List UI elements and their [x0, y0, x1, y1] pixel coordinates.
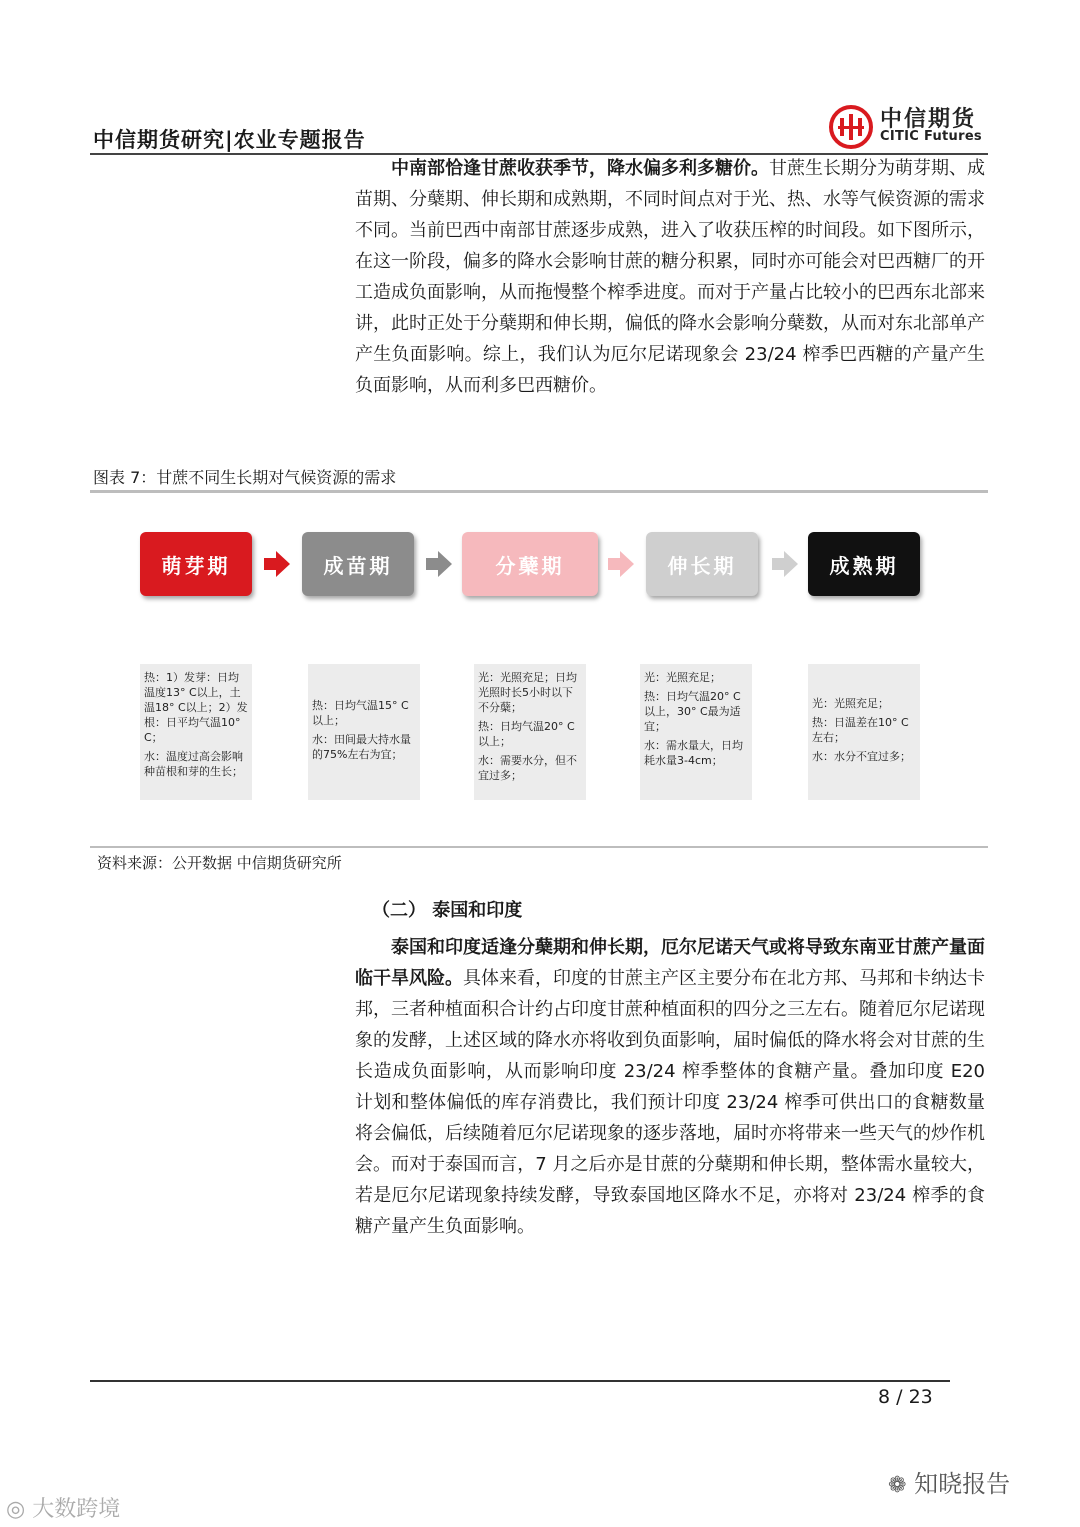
- paragraph-thailand-india-body: 具体来看，印度的甘蔗主产区主要分布在北方邦、马邦和卡纳达卡邦，三者种植面积合计约占印度甘蔗种植面积的四分之三左右。随着厄尔尼诺现象的发酵，上述区域的降水亦将收到负面影响，届时偏低的降水将会对甘蔗的生长造成负面影响，从而影响印度 23/24 榨季整体的食糖产量。叠加印度 E20 计划和整体偏低的库存消费比，我们预计印度 23/24 榨季可供出口的食糖数量将会偏低，后续随着厄尔尼诺现象的逐步落地，届时亦将带来一些天气的炒作机会。而对于泰国而言，7 月之后亦是甘蔗的分蘖期和伸长期，整体需水量较大，若是厄尔尼诺现象持续发酵，导致泰国地区降水不足，亦将对 23/24 榨季的食糖产量产生负面影响。: [355, 968, 985, 1237]
- requirement-line: 热：1）发芽：日均温度13° C以上，土温18° C以上；2）发根：日平均气温10° C；: [144, 671, 248, 744]
- stage-arrow-icon: [264, 551, 290, 577]
- requirement-line: 光：光照充足；: [812, 697, 889, 710]
- logo-english-text: CITIC Futures: [880, 129, 982, 144]
- figure-bottom-rule: [90, 846, 988, 848]
- footer-divider: [90, 1380, 950, 1382]
- page-number: 8 / 23: [878, 1386, 933, 1408]
- requirement-line: 水：水分不宜过多；: [812, 750, 911, 763]
- figure-source: 资料来源：公开数据 中信期货研究所: [97, 854, 342, 872]
- requirement-line: 光：光照充足；: [644, 671, 721, 684]
- stage-5: 成熟期: [808, 532, 920, 596]
- requirement-line: 热：日均气温20° C以上，30° C最为适宜；: [644, 690, 741, 733]
- requirement-line: 光：光照充足；日均光照时长5小时以下不分蘖；: [478, 671, 577, 714]
- requirement-line: 热：日均气温15° C以上；: [312, 699, 409, 727]
- stage-arrow-icon: [772, 551, 798, 577]
- figure-top-rule: [90, 490, 988, 493]
- stage-1: 萌芽期: [140, 532, 252, 596]
- requirement-line: 热：日均气温20° C以上；: [478, 720, 575, 748]
- watermark-dashu: [6, 1492, 120, 1523]
- stage-requirement-box: [808, 664, 920, 800]
- watermark-zhixiao: [888, 1464, 1010, 1499]
- paragraph-thailand-india-lead: 泰国和印度适逢分蘖期和伸长期，厄尔尼诺天气或将导致东南亚甘蔗产量面临干旱风险。: [355, 937, 985, 989]
- watermark-dashu-text: 大数跨境: [32, 1497, 121, 1522]
- wechat-icon: ❁: [888, 1473, 907, 1498]
- paragraph-brazil-body: 甘蔗生长期分为萌芽期、成苗期、分蘖期、伸长期和成熟期，不同时间点对于光、热、水等气候资源的需求不同。当前巴西中南部甘蔗逐步成熟，进入了收获压榨的时间段。如下图所示，在这一阶段，偏多的降水会影响甘蔗的糖分积累，同时亦可能会对巴西糖厂的开工造成负面影响，从而拖慢整个榨季进度。而对于产量占比较小的巴西东北部来讲，此时正处于分蘖期和伸长期，偏低的降水会影响分蘖数，从而对东北部单产产生负面影响。综上，我们认为厄尔尼诺现象会 23/24 榨季巴西糖的产量产生负面影响，从而利多巴西糖价。: [355, 158, 985, 396]
- stage-arrow-icon: [608, 551, 634, 577]
- logo-chinese-text: 中信期货: [880, 107, 977, 132]
- watermark-zhixiao-text: 知晓报告: [914, 1470, 1011, 1498]
- paragraph-brazil-lead: 中南部恰逢甘蔗收获季节，降水偏多利多糖价。: [391, 158, 769, 179]
- requirement-line: 热：日温差在10° C左右；: [812, 716, 909, 744]
- requirement-line: 水：温度过高会影响种苗根和芽的生长；: [144, 750, 243, 778]
- paragraph-brazil: [355, 153, 985, 401]
- figure-title: 图表 7：甘蔗不同生长期对气候资源的需求: [93, 468, 397, 487]
- stage-3: 分蘖期: [462, 532, 598, 596]
- citic-logo-icon: [828, 104, 874, 150]
- stage-arrow-icon: [426, 551, 452, 577]
- paragraph-thailand-india: [355, 932, 985, 1242]
- section-heading-thailand-india: （二） 泰国和印度: [372, 900, 523, 921]
- weibo-icon: ◎: [6, 1497, 26, 1522]
- report-header-title: 中信期货研究|农业专题报告: [93, 128, 366, 152]
- requirement-line: 水：需水量大，日均耗水量3-4cm；: [644, 739, 743, 767]
- stage-2: 成苗期: [302, 532, 414, 596]
- requirement-line: 水：需要水分，但不宜过多；: [478, 754, 577, 782]
- citic-futures-logo: [828, 102, 988, 150]
- stage-requirement-box: [140, 664, 252, 800]
- stage-requirement-box: [474, 664, 586, 800]
- requirement-line: 水：田间最大持水量的75%左右为宜；: [312, 733, 411, 761]
- stage-4: 伸长期: [646, 532, 758, 596]
- stage-requirement-box: [640, 664, 752, 800]
- stage-requirement-box: [308, 664, 420, 800]
